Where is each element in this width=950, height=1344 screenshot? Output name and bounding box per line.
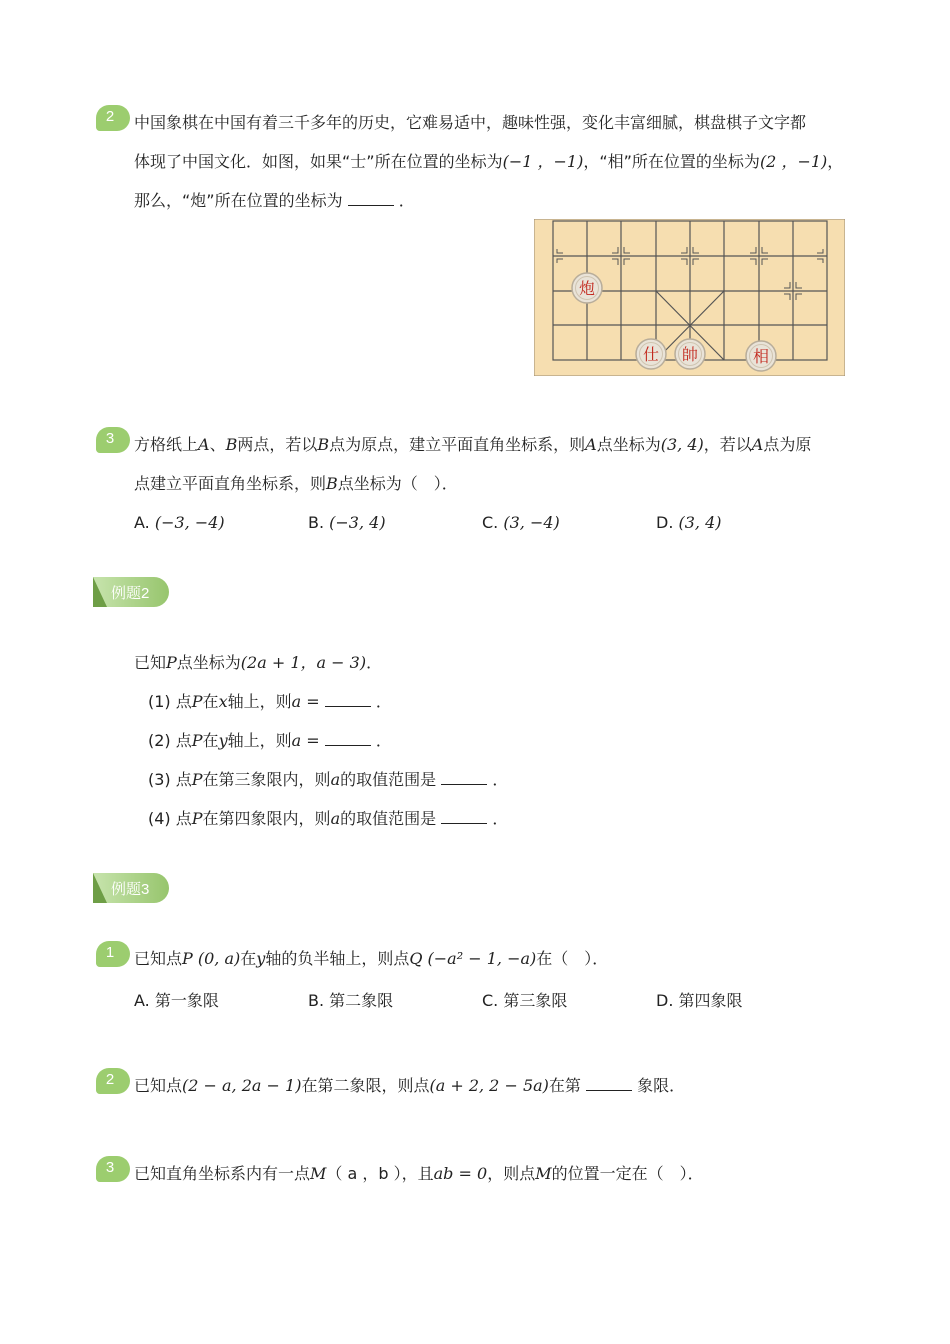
ex2-part-1: (1) 点P在x轴上，则a = ． xyxy=(148,692,392,711)
chess-piece-xiang xyxy=(746,341,776,371)
answer-blank[interactable] xyxy=(348,191,394,206)
option-c[interactable]: C. (3, −4) xyxy=(482,513,560,532)
option-d[interactable]: D. (3, 4) xyxy=(656,513,722,532)
option-d[interactable]: D. 第四象限 xyxy=(656,991,743,1010)
svg-text:仕: 仕 xyxy=(642,345,660,364)
answer-blank[interactable] xyxy=(325,731,371,746)
answer-blank[interactable] xyxy=(441,809,487,824)
ex2-part-4: (4) 点P在第四象限内，则a的取值范围是 ． xyxy=(148,809,509,828)
chess-piece-shi xyxy=(636,339,666,369)
ex3-q1-stem: 已知点P (0, a)在y轴的负半轴上，则点Q (−a² − 1, −a)在（ ）． xyxy=(134,949,609,968)
answer-blank[interactable] xyxy=(441,770,487,785)
answer-blank[interactable] xyxy=(325,692,371,707)
option-a[interactable]: A. (−3, −4) xyxy=(134,513,225,532)
svg-text:炮: 炮 xyxy=(578,279,596,298)
question-number-badge: 3 xyxy=(96,427,130,453)
example-tag: 例题3 xyxy=(93,873,169,903)
question-number-badge: 2 xyxy=(96,105,130,131)
svg-text:相: 相 xyxy=(752,347,770,366)
q2-line-3: 那么，“炮”所在位置的坐标为 ． xyxy=(134,191,415,210)
chess-board-figure xyxy=(534,219,845,376)
ex2-stem: 已知P点坐标为(2a + 1，a − 3)． xyxy=(134,653,383,672)
q2-line-2: 体现了中国文化．如图，如果“士”所在位置的坐标为(−1 ，−1)，“相”所在位置的坐标为(2 ，−1)， xyxy=(134,152,844,171)
ex2-part-2: (2) 点P在y轴上，则a = ． xyxy=(148,731,392,750)
svg-text:帥: 帥 xyxy=(681,345,699,364)
chess-piece-pao xyxy=(572,273,602,303)
answer-blank[interactable] xyxy=(586,1076,632,1091)
option-b[interactable]: B. 第二象限 xyxy=(308,991,394,1010)
q2-line-1: 中国象棋在中国有着三千多年的历史，它难易适中，趣味性强，变化丰富细腻，棋盘棋子文字都 xyxy=(134,113,807,132)
question-number-badge: 3 xyxy=(96,1156,130,1182)
q3-line-2: 点建立平面直角坐标系，则B点坐标为（ ）． xyxy=(134,474,458,493)
example-tag: 例题2 xyxy=(93,577,169,607)
ex3-q2-stem: 已知点(2 − a, 2a − 1)在第二象限，则点(a + 2, 2 − 5a)在第 象限． xyxy=(134,1076,686,1095)
q3-line-1: 方格纸上A、B两点，若以B点为原点，建立平面直角坐标系，则A点坐标为(3, 4)，若以A点为原 xyxy=(134,435,812,454)
option-c[interactable]: C. 第三象限 xyxy=(482,991,568,1010)
question-number-badge: 1 xyxy=(96,941,130,967)
option-a[interactable]: A. 第一象限 xyxy=(134,991,219,1010)
ex3-q3-stem: 已知直角坐标系内有一点M（ a ，b ），且ab = 0，则点M的位置一定在（ ）． xyxy=(134,1164,704,1183)
ex2-part-3: (3) 点P在第三象限内，则a的取值范围是 ． xyxy=(148,770,509,789)
option-b[interactable]: B. (−3, 4) xyxy=(308,513,386,532)
chess-piece-shuai xyxy=(675,339,705,369)
question-number-badge: 2 xyxy=(96,1068,130,1094)
